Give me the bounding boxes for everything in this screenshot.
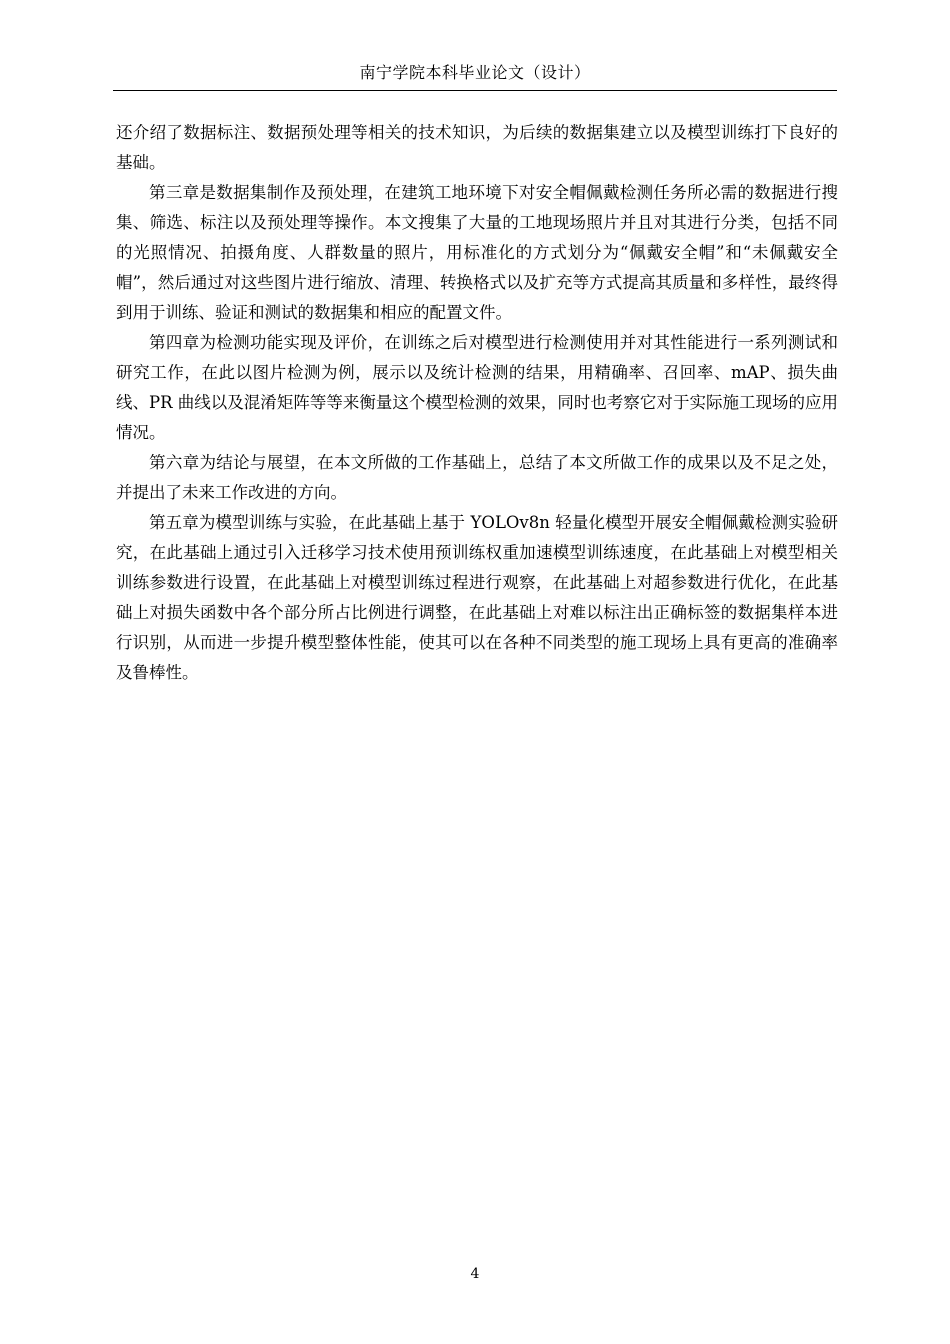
page-header-title: 南宁学院本科毕业论文（设计） [359,63,591,82]
paragraph-chapter-six: 第六章为结论与展望，在本文所做的工作基础上，总结了本文所做工作的成果以及不足之处，并提出了未来工作改进的方向。 [116,453,838,502]
document-body [116,118,838,688]
paragraph-chapter-four: 第四章为检测功能实现及评价，在训练之后对模型进行检测使用并对其性能进行一系列测试和研究工作，在此以图片检测为例，展示以及统计检测的结果，用精确率、召回率、mAP、损失曲线、PR 曲线以及混淆矩阵等等来衡量这个模型检测的效果，同时也考察它对于实际施工现场的应用情况。 [116,333,838,442]
page-number: 4 [470,1266,480,1282]
header-divider [113,90,837,91]
paragraph-continuation: 还介绍了数据标注、数据预处理等相关的技术知识，为后续的数据集建立以及模型训练打下良好的基础。 [116,123,838,172]
paragraph-chapter-three: 第三章是数据集制作及预处理，在建筑工地环境下对安全帽佩戴检测任务所必需的数据进行搜集、筛选、标注以及预处理等操作。本文搜集了大量的工地现场照片并且对其进行分类，包括不同的光照情况、拍摄角度、人群数量的照片，用标准化的方式划分为“佩戴安全帽”和“未佩戴安全帽”，然后通过对这些图片进行缩放、清理、转换格式以及扩充等方式提高其质量和多样性，最终得到用于训练、验证和测试的数据集和相应的配置文件。 [116,183,838,322]
paragraph-chapter-five: 第五章为模型训练与实验，在此基础上基于 YOLOv8n 轻量化模型开展安全帽佩戴检测实验研究，在此基础上通过引入迁移学习技术使用预训练权重加速模型训练速度，在此基础上对模型相关训练参数进行设置，在此基础上对模型训练过程进行观察，在此基础上对超参数进行优化，在此基础上对损失函数中各个部分所占比例进行调整，在此基础上对难以标注出正确标签的数据集样本进行识别，从而进一步提升模型整体性能，使其可以在各种不同类型的施工现场上具有更高的准确率及鲁棒性。 [116,513,838,682]
